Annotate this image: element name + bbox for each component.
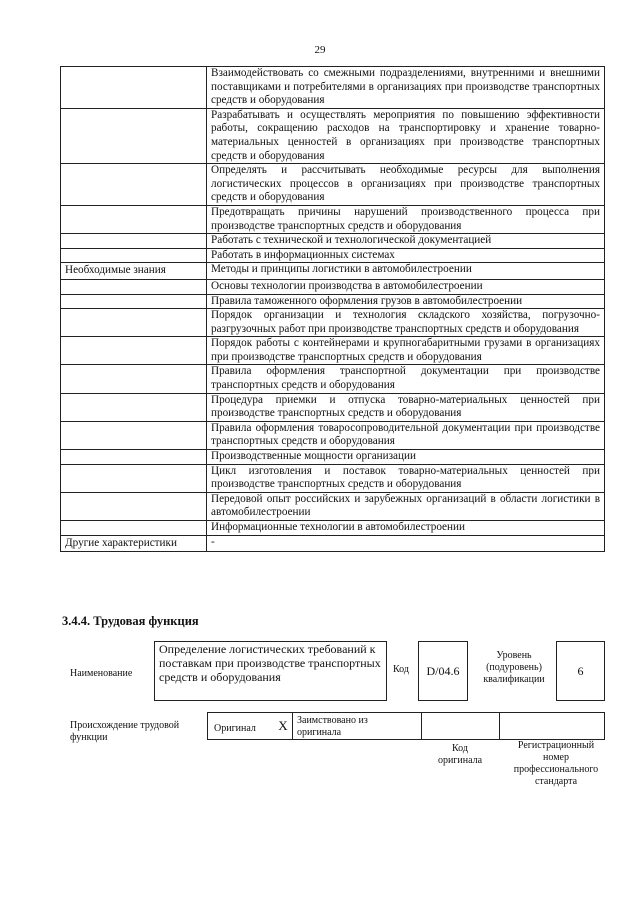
name-label: Наименование — [70, 668, 133, 679]
table-row — [61, 521, 605, 536]
table-row — [61, 294, 605, 309]
origin-code-caption: Код оригинала — [437, 743, 483, 766]
row-label — [61, 393, 207, 421]
table-row — [61, 492, 605, 520]
row-label — [61, 205, 207, 233]
origin-table — [207, 712, 605, 740]
row-text: Правила таможенного оформления грузов в автомобилестроении — [207, 294, 605, 309]
row-label — [61, 248, 207, 263]
row-text: Разрабатывать и осуществлять мероприятия по повышению эффективности работы, сокращению расходов на транспортировку и хранение товарно-материальных ценностей в организациях при производстве транспортных средств и оборудования — [207, 108, 605, 163]
table-body — [61, 67, 605, 552]
function-name-value: Определение логистических требований к поставкам при производстве транспортных средств и оборудования — [154, 641, 387, 701]
row-label: Необходимые знания — [61, 263, 207, 280]
row-label: Другие характеристики — [61, 535, 207, 552]
row-label — [61, 421, 207, 449]
table-row — [61, 164, 605, 206]
row-label — [61, 67, 207, 109]
code-value: D/04.6 — [418, 641, 468, 701]
table-row — [61, 263, 605, 280]
table-row — [61, 205, 605, 233]
row-label — [61, 164, 207, 206]
row-text: Передовой опыт российских и зарубежных организаций в области логистики в автомобилестроении — [207, 492, 605, 520]
row-label — [61, 521, 207, 536]
table-row — [61, 337, 605, 365]
knowledge-table — [60, 66, 605, 552]
row-text: Определять и рассчитывать необходимые ресурсы для выполнения логистических процессов в организациях при производстве транспортных средств и оборудования — [207, 164, 605, 206]
table-row — [61, 248, 605, 263]
row-text: Правила оформления транспортной документации при производстве транспортных средств и оборудования — [207, 365, 605, 393]
row-text: Методы и принципы логистики в автомобилестроении — [207, 263, 605, 280]
row-label — [61, 279, 207, 294]
row-text: Порядок организации и технология складского хозяйства, погрузочно-разгрузочных работ при производстве транспортных средств и оборудования — [207, 309, 605, 337]
reg-number-caption: Регистрационный номер профессионального стандарта — [513, 740, 599, 787]
section-heading: 3.4.4. Трудовая функция — [62, 614, 199, 628]
row-text: Основы технологии производства в автомобилестроении — [207, 279, 605, 294]
level-value: 6 — [556, 641, 605, 701]
borrowed-label: Заимствовано из оригинала — [297, 715, 368, 738]
row-label — [61, 108, 207, 163]
row-text: Работать с технической и технологической документацией — [207, 234, 605, 249]
row-label — [61, 234, 207, 249]
row-text: Информационные технологии в автомобилестроении — [207, 521, 605, 536]
original-label: Оригинал — [214, 723, 256, 734]
row-text: Порядок работы с контейнерами и крупногабаритными грузами в организациях при производстве транспортных средств и оборудования — [207, 337, 605, 365]
row-text: Производственные мощности организации — [207, 450, 605, 465]
table-row — [61, 450, 605, 465]
row-label — [61, 309, 207, 337]
row-text: - — [207, 535, 605, 552]
row-text: Взаимодействовать со смежными подразделениями, внутренними и внешними поставщиками и потребителями в организациях при производстве транспортных средств и оборудования — [207, 67, 605, 109]
table-row — [61, 234, 605, 249]
row-text: Работать в информационных системах — [207, 248, 605, 263]
table-row — [61, 421, 605, 449]
page-number: 29 — [314, 44, 326, 56]
table-row — [61, 279, 605, 294]
row-text: Предотвращать причины нарушений производственного процесса при производстве транспортных средств и оборудования — [207, 205, 605, 233]
row-text: Цикл изготовления и поставок товарно-материальных ценностей при производстве транспортных средств и оборудования — [207, 464, 605, 492]
row-label — [61, 294, 207, 309]
table-row — [61, 67, 605, 109]
row-label — [61, 337, 207, 365]
table-row — [61, 108, 605, 163]
row-label — [61, 365, 207, 393]
row-label — [61, 450, 207, 465]
origin-label: Происхождение трудовой функции — [70, 720, 180, 743]
row-label — [61, 492, 207, 520]
level-label: Уровень (подуровень) квалификации — [483, 650, 545, 685]
table-row — [61, 464, 605, 492]
divider — [499, 713, 500, 739]
row-label — [61, 464, 207, 492]
table-row — [61, 393, 605, 421]
code-label: Код — [393, 664, 409, 675]
table-row — [61, 309, 605, 337]
row-text: Процедура приемки и отпуска товарно-материальных ценностей при производстве транспортных средств и оборудования — [207, 393, 605, 421]
row-text: Правила оформления товаросопроводительной документации при производстве транспортных средств и оборудования — [207, 421, 605, 449]
table-row — [61, 535, 605, 552]
divider — [292, 713, 293, 739]
divider — [421, 713, 422, 739]
table-row — [61, 365, 605, 393]
original-mark: X — [278, 718, 288, 733]
